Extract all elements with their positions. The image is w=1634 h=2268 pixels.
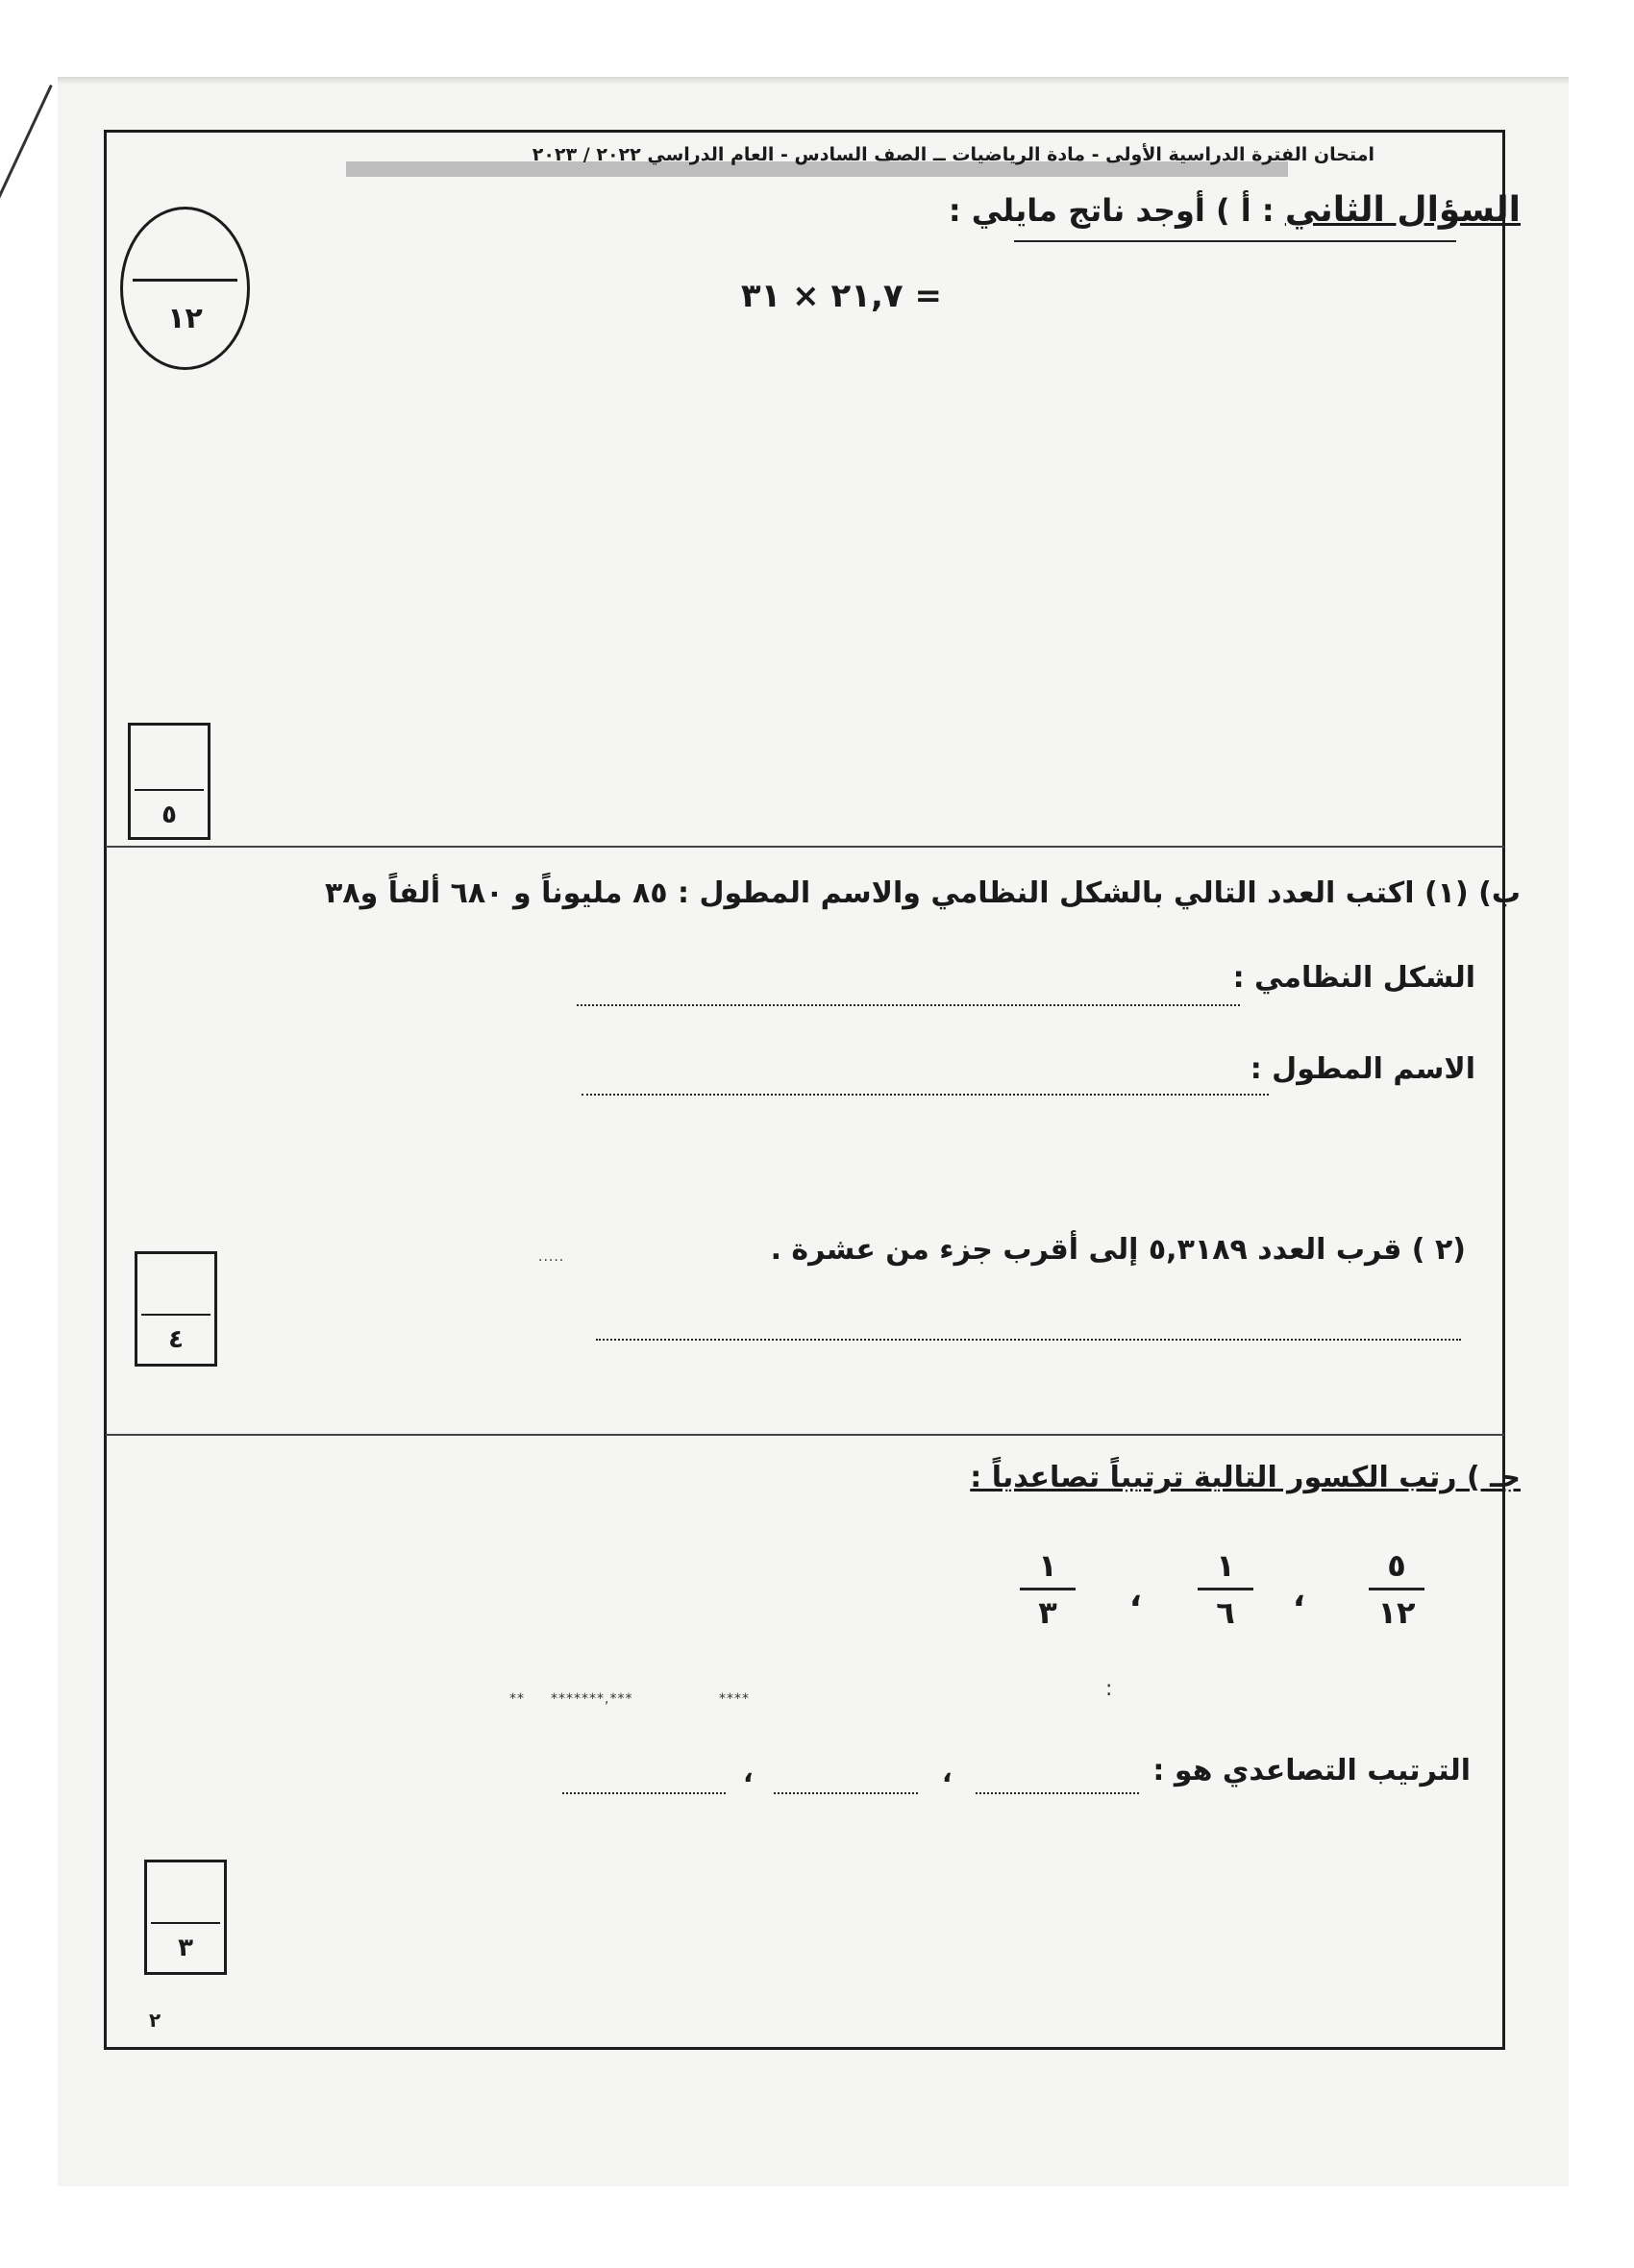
- part-c-score-box: [144, 1860, 227, 1975]
- exam-header: امتحان الفترة الدراسية الأولى - مادة الرياضيات ــ الصف السادس - العام الدراسي ٢٠٢٢ / ٢٠٢٣: [532, 144, 1374, 165]
- section-divider-1: [106, 846, 1504, 848]
- page-number: ٢: [149, 2009, 161, 2032]
- part-a-underline: [1014, 240, 1456, 242]
- question-2-title: السؤال الثاني: [1284, 190, 1521, 230]
- score-divider: [135, 789, 204, 791]
- standard-form-answer-line[interactable]: [577, 1004, 1240, 1006]
- multiplication-expression: ٢١,٧ × ٣١ =: [740, 277, 942, 315]
- expanded-name-label: الاسم المطول :: [1250, 1052, 1475, 1086]
- part-c-title: جـ ) رتب الكسور التالية ترتيباً تصاعدياً :: [970, 1461, 1521, 1494]
- fraction-bar: [1369, 1588, 1424, 1590]
- colon-mark: :: [1105, 1677, 1114, 1701]
- part-a-mark: ٥: [161, 801, 177, 829]
- fraction-5-12: [1363, 1547, 1430, 1631]
- ascending-order-label: الترتيب التصاعدي هو :: [1152, 1754, 1471, 1787]
- stray-dots: .....: [538, 1249, 565, 1265]
- fraction-numerator: ١: [1038, 1547, 1057, 1584]
- separator: ،: [1293, 1576, 1305, 1615]
- total-mark-circle: [120, 207, 250, 370]
- answer-slot-2[interactable]: [774, 1792, 918, 1794]
- fold-line: [0, 85, 53, 251]
- question-2-heading: [949, 190, 1521, 230]
- fraction-bar: [1198, 1588, 1253, 1590]
- separator: ،: [743, 1757, 754, 1788]
- part-b-item-1: ب) (١) اكتب العدد التالي بالشكل النظامي والاسم المطول : ٨٥ مليوناً و ٦٨٠ ألفاً و٣٨: [325, 876, 1521, 910]
- part-a-label: : أ ) أوجد ناتج مايلي :: [948, 192, 1275, 229]
- fraction-denominator: ٦: [1216, 1594, 1235, 1631]
- scribble-1: **: [509, 1691, 525, 1707]
- fraction-numerator: ١: [1216, 1547, 1235, 1584]
- score-divider: [141, 1314, 210, 1316]
- expanded-name-answer-line[interactable]: [582, 1094, 1269, 1096]
- part-b-mark: ٤: [168, 1325, 184, 1354]
- scribble-3: ****: [719, 1691, 750, 1707]
- scribble-2: *******,***: [551, 1691, 633, 1707]
- standard-form-label: الشكل النظامي :: [1232, 961, 1475, 995]
- part-c-mark: ٣: [178, 1934, 193, 1962]
- rounding-answer-line[interactable]: [596, 1339, 1461, 1341]
- part-b-score-box: [135, 1251, 217, 1367]
- section-divider-2: [106, 1434, 1504, 1436]
- separator: ،: [1129, 1576, 1142, 1615]
- fraction-1-6: [1192, 1547, 1259, 1631]
- part-b-item-2: (٢ ) قرب العدد ٥,٣١٨٩ إلى أقرب جزء من عشرة .: [770, 1233, 1466, 1267]
- paper-shadow: [58, 77, 1569, 85]
- separator: ،: [942, 1757, 953, 1788]
- fraction-bar: [1020, 1588, 1076, 1590]
- fraction-1-3: [1014, 1547, 1081, 1631]
- answer-slot-1[interactable]: [976, 1792, 1139, 1794]
- total-mark: ١٢: [167, 302, 203, 335]
- mark-divider: [133, 279, 237, 282]
- fraction-denominator: ٣: [1038, 1594, 1057, 1631]
- score-divider: [151, 1922, 220, 1924]
- part-a-score-box: [128, 723, 210, 840]
- answer-slot-3[interactable]: [562, 1792, 726, 1794]
- fraction-denominator: ١٢: [1377, 1594, 1416, 1631]
- fraction-numerator: ٥: [1387, 1547, 1406, 1584]
